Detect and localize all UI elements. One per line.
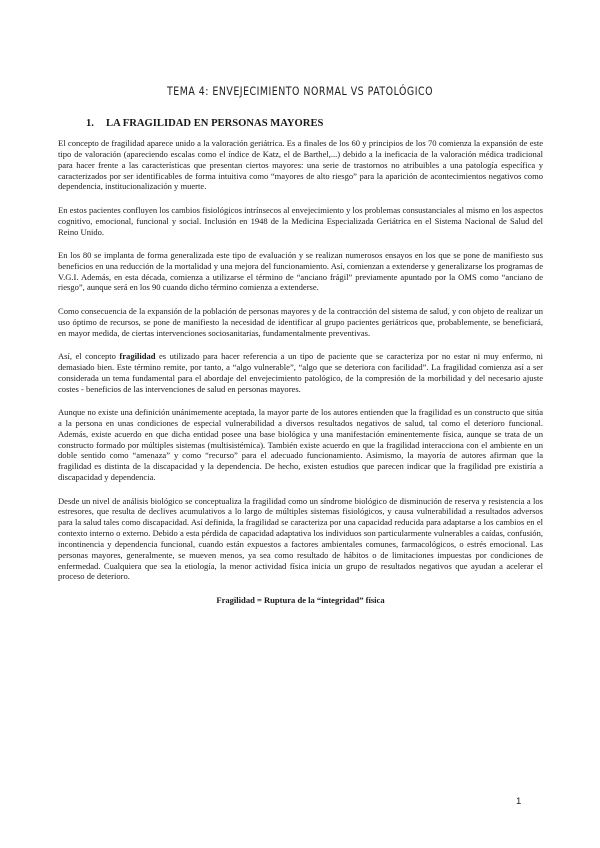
section-heading	[86, 118, 323, 129]
paragraph	[58, 351, 543, 394]
paragraph: Desde un nivel de análisis biológico se conceptualiza la fragilidad como un síndrome biológico de disminución de reserva y resistencia a los estresores, que resulta de declives acumulativos a lo largo de múltiples sistemas fisiológicos, y causa vulnerabilidad a resultados adversos para la salud tales como discapacidad. Así definida, la fragilidad se caracteriza por una capacidad reducida para adaptarse a los cambios en el contexto interno o externo. Debido a esta pérdida de capacidad adaptativa los individuos son particularmente vulnerables a caídas, confusión, incontinencia y dependencia funcional, cuando están expuestos a factores ambientales comunes, farmacológicos, o estrés emocional. Las personas mayores, generalmente, se mueven menos, ya sea como resultado de hábitos o de limitaciones impuestas por condiciones de enfermedad. Cualquiera que sea la etiología, la menor actividad física inicia un grupo de resultados negativos que ayudan a acelerar el proceso de deterioro.	[58, 495, 543, 582]
section-number: 1.	[86, 118, 94, 129]
page-number: 1	[516, 796, 522, 807]
page-title: TEMA 4: ENVEJECIMIENTO NORMAL VS PATOLÓGICO	[166, 84, 433, 98]
bold-term: fragilidad	[119, 351, 156, 362]
paragraph: Como consecuencia de la expansión de la población de personas mayores y de la contracción del sistema de salud, y con objeto de realizar un uso óptimo de recursos, se pone de manifiesto la necesidad de identificar al grupo pacientes geriátricos que, probablemente, se beneficiará, en mayor medida, de ciertas intervenciones sociosanitarias, fundamentalmente preventivas.	[58, 305, 543, 338]
paragraph: En estos pacientes confluyen los cambios fisiológicos intrínsecos al envejecimiento y los problemas consustanciales al mismo en los aspectos cognitivo, emocional, funcional y social. Inclusión en 1948 de la Medicina Especializada Geriátrica en el Sistema Nacional de Salud del Reino Unido.	[58, 204, 543, 237]
paragraph-text: Así, el concepto	[58, 351, 120, 362]
paragraph-text: es utilizado para hacer referencia a un tipo de paciente que se caracteriza por no estar ni muy enfermo, ni demasiado bien. Este término remite, por tanto, a “algo vulnerable”, “algo que se deteriora con facilidad”. La fragilidad comienza así a ser considerada un tema fundamental para el abordaje del envejecimiento patológico, de la compresión de la morbilidad y del necesario ajuste costes - beneficios de las intervenciones de salud en personas mayores.	[58, 351, 543, 394]
formula: Fragilidad = Ruptura de la “integridad” física	[216, 594, 385, 605]
section-heading-text: LA FRAGILIDAD EN PERSONAS MAYORES	[106, 118, 324, 129]
paragraph: En los 80 se implanta de forma generalizada este tipo de evaluación y se realizan numerosos ensayos en los que se pone de manifiesto sus beneficios en una reducción de la mortalidad y una mejora del funcionamiento. Así, comienzan a extenderse y generalizarse los programas de V.G.I. Además, en esta década, comienza a utilizarse el término de “anciano frágil” previamente apuntado por la OMS como “anciano de riesgo”, aunque será en los 90 cuando dicho término comienza a extenderse.	[58, 249, 543, 293]
body-text	[58, 138, 543, 606]
paragraph: El concepto de fragilidad aparece unido a la valoración geriátrica. Es a finales de los 60 y principios de los 70 comienza la expansión de este tipo de valoración (apareciendo escalas como el índice de Katz, el de Barthel,...) debido a la ineficacia de la valoración médica tradicional para hacer frente a las características que presentan ciertos mayores: una serie de trastornos no atribuibles a una patología específica y caracterizados por ser identificables de forma intuitiva como “mayores de alto riesgo” para la aparición de acontecimientos negativos como dependencia, institucionalización y muerte.	[58, 138, 543, 192]
paragraph: Aunque no existe una definición unánimemente aceptada, la mayor parte de los autores entienden que la fragilidad es un constructo que sitúa a la persona en unas condiciones de especial vulnerabilidad a diversos resultados negativos de salud, tal como el deterioro funcional. Además, existe acuerdo en que dicha entidad posee una base biológica y una manifestación eminentemente física, aunque se trata de un constructo formado por múltiples sistemas (multisistémica). También existe acuerdo en que la fragilidad interacciona con el ambiente en un doble sentido como “amenaza” y como “recurso” para el adecuado funcionamiento. Asimismo, la mayoría de autores afirman que la fragilidad es distinta de la discapacidad y la dependencia. De hecho, existen estudios que parecen indicar que la fragilidad pre existiría a discapacidad y dependencia.	[58, 407, 543, 483]
